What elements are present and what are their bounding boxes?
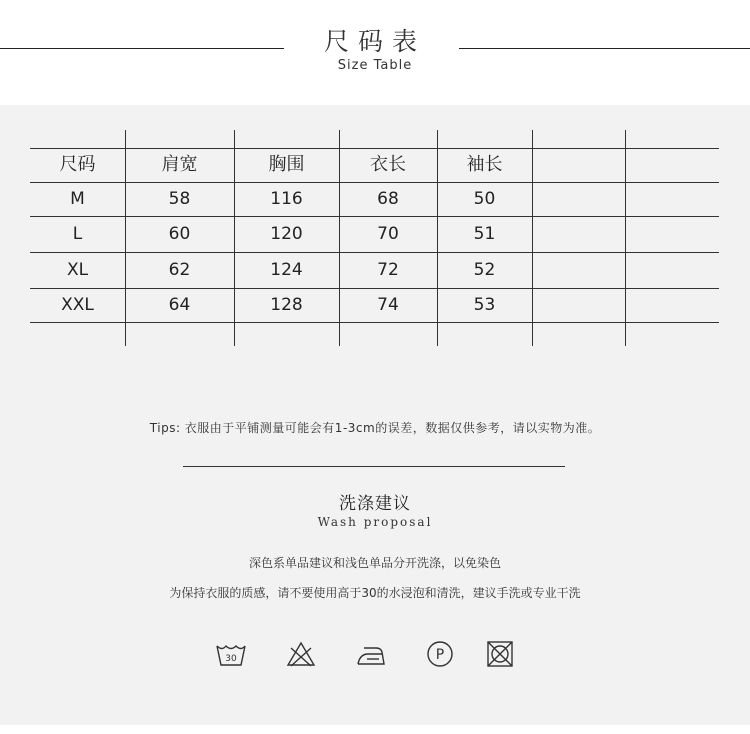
table-cell: 70	[377, 224, 399, 244]
table-cell: 51	[473, 224, 496, 244]
table-cell: M	[70, 189, 85, 209]
table-cell: 128	[270, 295, 303, 315]
table-row-rule	[30, 148, 719, 149]
table-row-rule	[30, 252, 719, 253]
wash-30-label: 30	[225, 654, 237, 664]
bottom-strip	[0, 725, 750, 734]
table-header-cell: 胸围	[268, 154, 305, 175]
table-row-rule	[30, 182, 719, 183]
table-cell: L	[72, 224, 83, 244]
table-cell: 62	[168, 260, 191, 280]
table-row-rule	[30, 216, 719, 217]
table-cell: 50	[473, 189, 496, 209]
table-cell: XL	[66, 260, 89, 280]
table-column-rule	[532, 130, 533, 346]
table-cell: XXL	[61, 295, 94, 315]
wash-title: 洗涤建议	[339, 494, 411, 514]
table-header-cell: 衣长	[370, 154, 406, 175]
table-cell: 74	[377, 295, 399, 315]
table-cell: 72	[377, 260, 399, 280]
page-title: 尺码表	[323, 27, 426, 56]
wash-advice-line-1: 深色系单品建议和浅色单品分开洗涤，以免染色	[248, 556, 501, 570]
tips-text: Tips: 衣服由于平铺测量可能会有1-3cm的误差，数据仅供参考，请以实物为准。	[149, 421, 601, 435]
wash-30-icon	[214, 638, 248, 670]
table-cell: 64	[168, 295, 191, 315]
table-cell: 58	[168, 189, 191, 209]
wash-advice-line-2: 为保持衣服的质感，请不要使用高于30的水浸泡和清洗，建议手洗或专业干洗	[169, 586, 581, 600]
table-cell: 60	[168, 224, 191, 244]
no-bleach-icon	[284, 638, 318, 670]
no-tumble-dry-icon	[483, 638, 517, 670]
page-subtitle: Size Table	[337, 58, 413, 73]
table-row-rule	[30, 322, 719, 323]
table-header-cell: 尺码	[59, 154, 96, 175]
table-header-cell: 袖长	[466, 154, 503, 175]
table-column-rule	[625, 130, 626, 346]
table-header-cell: 肩宽	[161, 154, 198, 175]
section-divider	[183, 466, 565, 467]
table-cell: 116	[270, 189, 303, 209]
table-cell: 68	[377, 189, 399, 209]
table-cell: 120	[270, 224, 303, 244]
header-section	[0, 0, 750, 105]
dry-clean-p-label: P	[435, 647, 445, 663]
table-cell: 52	[473, 260, 496, 280]
wash-subtitle: Wash proposal	[317, 515, 433, 529]
table-cell: 53	[473, 295, 496, 315]
dry-clean-p-icon	[423, 638, 457, 670]
table-row-rule	[30, 288, 719, 289]
table-cell: 124	[270, 260, 303, 280]
iron-icon	[354, 638, 388, 670]
